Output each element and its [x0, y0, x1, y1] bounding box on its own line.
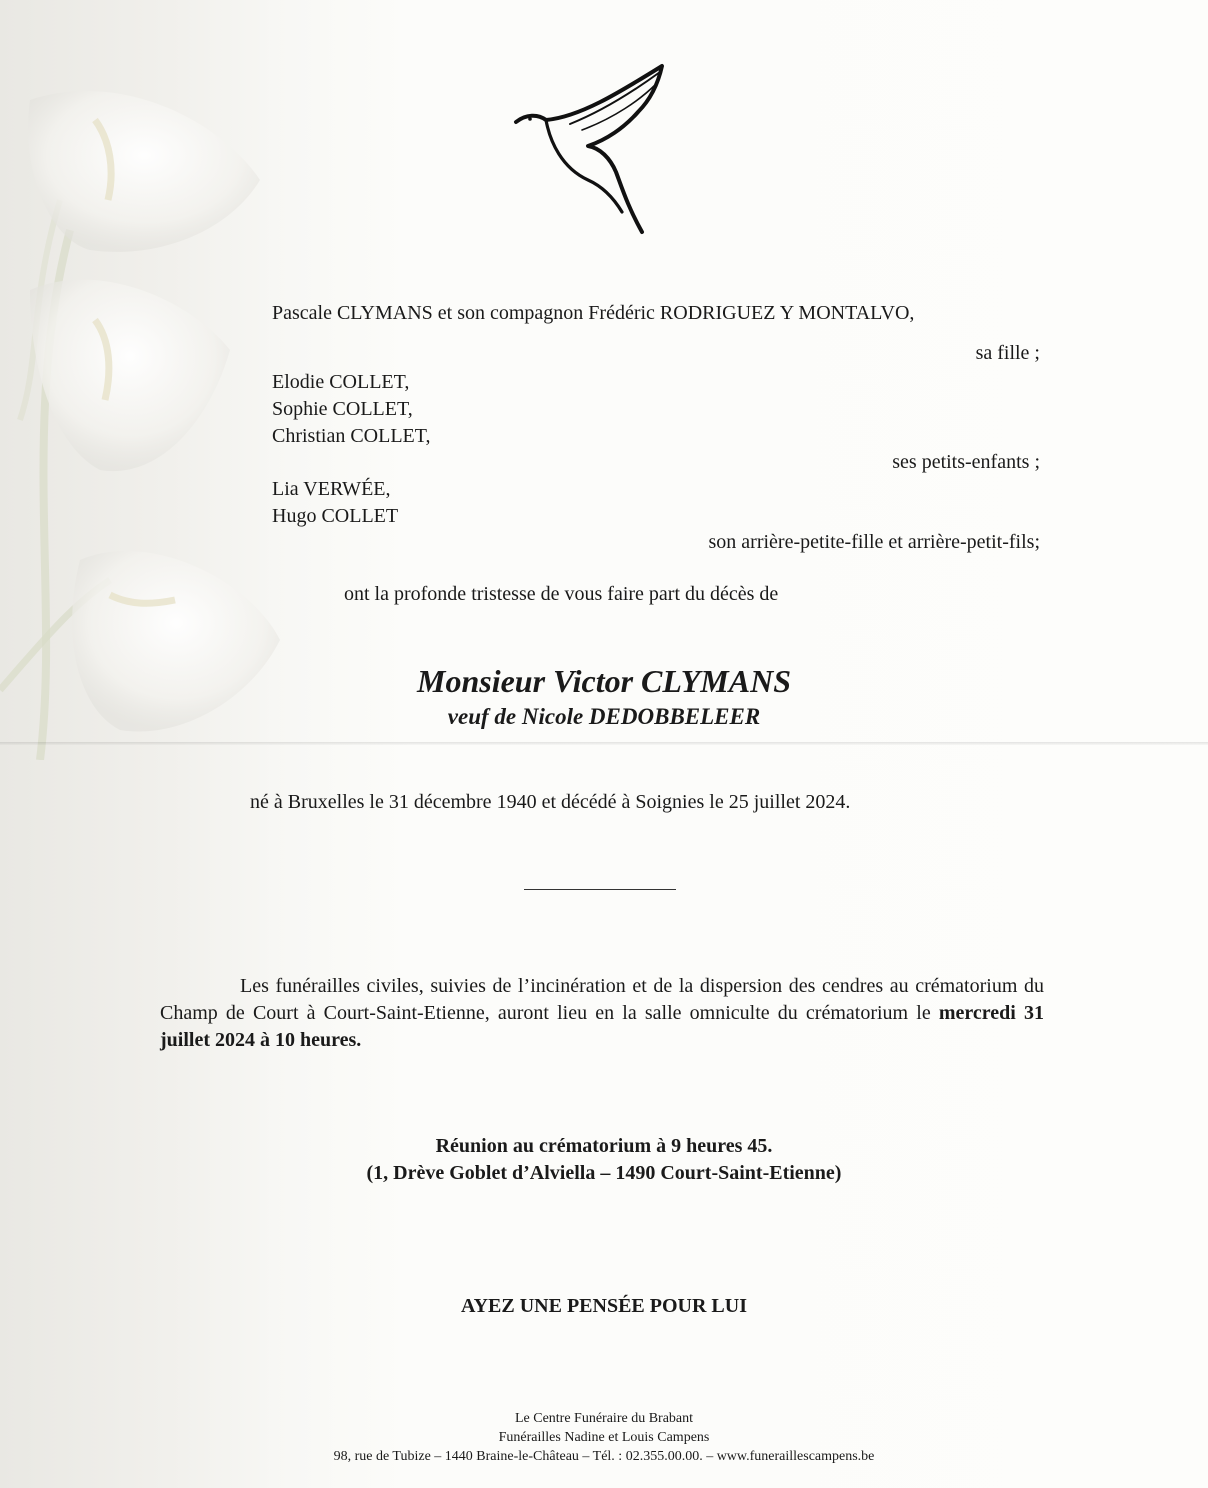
- footer-contact: 98, rue de Tubize – 1440 Braine-le-Château – Tél. : 02.355.00.00. – www.funeraillescampens.be: [333, 1449, 875, 1464]
- funeral-details-paragraph: [160, 973, 1044, 1054]
- meeting-time: Réunion au crématorium à 9 heures 45.: [435, 1135, 773, 1157]
- daughter-role: sa fille ;: [975, 342, 1040, 364]
- great-grandchild-name: Lia VERWÉE,: [272, 478, 391, 500]
- closing-message: AYEZ UNE PENSÉE POUR LUI: [461, 1295, 747, 1317]
- announcement-text: ont la profonde tristesse de vous faire part du décès de: [344, 583, 779, 605]
- footer-company: Le Centre Funéraire du Brabant: [514, 1411, 694, 1426]
- grandchild-name: Sophie COLLET,: [272, 398, 413, 420]
- funeral-date: mercredi 31 juillet 2024 à 10 heures.: [160, 1002, 1044, 1051]
- grandchild-name: Christian COLLET,: [272, 425, 431, 447]
- grandchild-name: Elodie COLLET,: [272, 371, 410, 393]
- deceased-name: Monsieur Victor CLYMANS: [416, 663, 791, 699]
- great-grandchild-name: Hugo COLLET: [272, 505, 399, 527]
- funeral-text: Les funérailles civiles, suivies de l’incinération et de la dispersion des cendres au crématorium du Champ de Court à Court-Saint-Etienne, auront lieu en la salle omniculte du crématorium le: [160, 975, 1044, 1024]
- calla-lily-decoration: [0, 0, 300, 760]
- fold-line: [0, 742, 1208, 745]
- footer-funeral-home: Funérailles Nadine et Louis Campens: [498, 1430, 710, 1445]
- separator-line: [524, 889, 676, 890]
- grandchildren-role: ses petits-enfants ;: [892, 451, 1040, 473]
- meeting-address: (1, Drève Goblet d’Alviella – 1490 Court-Saint-Etienne): [366, 1162, 842, 1184]
- widower-of: veuf de Nicole DEDOBBELEER: [447, 704, 761, 729]
- birth-death-dates: né à Bruxelles le 31 décembre 1940 et décédé à Soignies le 25 juillet 2024.: [250, 791, 851, 813]
- great-grandchildren-role: son arrière-petite-fille et arrière-petit-fils;: [708, 531, 1040, 553]
- dove-icon: [510, 62, 670, 237]
- daughter-line: Pascale CLYMANS et son compagnon Frédéric RODRIGUEZ Y MONTALVO,: [272, 302, 915, 324]
